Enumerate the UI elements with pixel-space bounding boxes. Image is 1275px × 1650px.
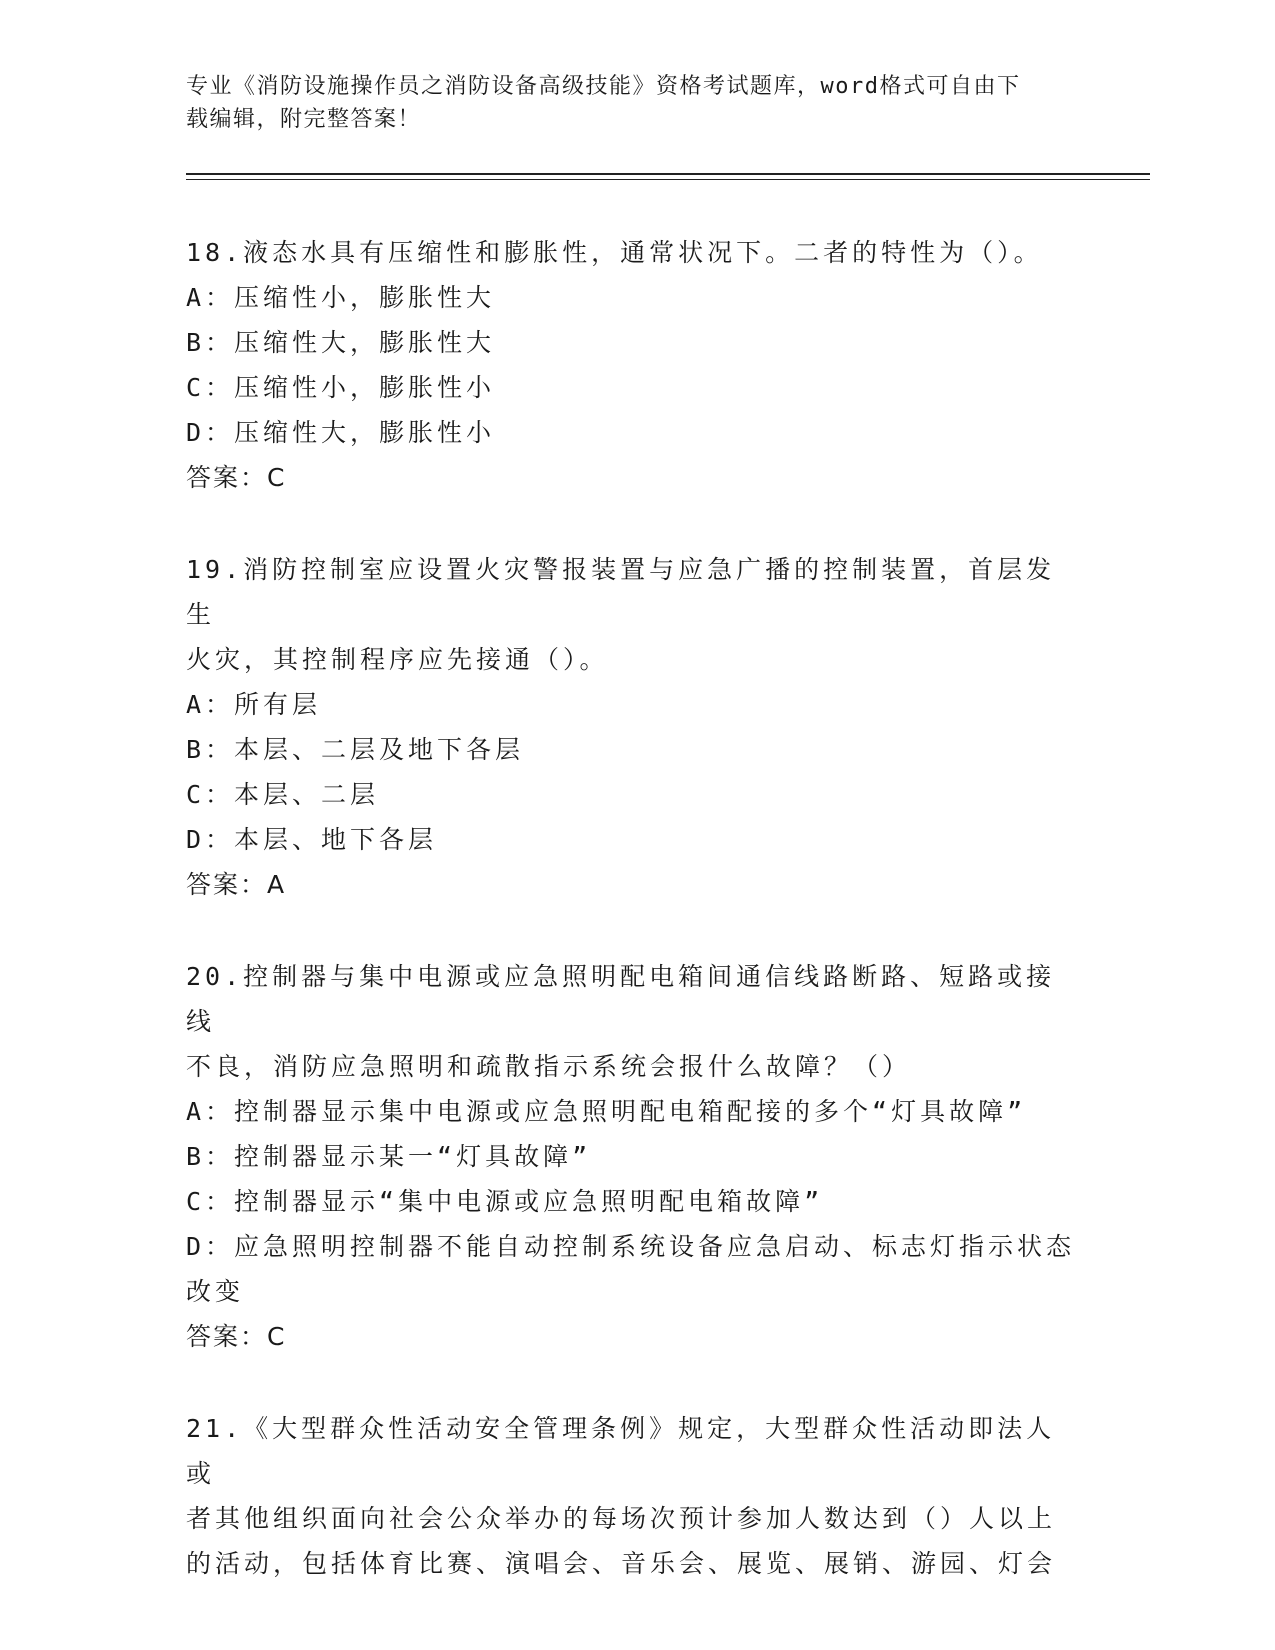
option-d: 改变 [186, 1277, 245, 1306]
document-header [186, 70, 1066, 136]
option-b: B：本层、二层及地下各层 [186, 735, 525, 764]
option-a: A：压缩性小，膨胀性大 [186, 283, 496, 312]
question-stem: 20.控制器与集中电源或应急照明配电箱间通信线路断路、短路或接线 [186, 962, 1056, 1036]
option-a: A：所有层 [186, 690, 322, 719]
option-b: B：控制器显示某一“灯具故障” [186, 1142, 592, 1171]
question-stem: 21.《大型群众性活动安全管理条例》规定，大型群众性活动即法人或 [186, 1414, 1056, 1488]
question-stem: 者其他组织面向社会公众举办的每场次预计参加人数达到（）人以上 [186, 1504, 1057, 1533]
question-list [186, 230, 1076, 1586]
question-block [186, 230, 1076, 500]
option-c: C：压缩性小，膨胀性小 [186, 373, 496, 402]
header-line-1: 专业《消防设施操作员之消防设备高级技能》资格考试题库，word格式可自由下 [186, 74, 1021, 99]
option-d: D：本层、地下各层 [186, 825, 438, 854]
answer-label: 答案：C [186, 1322, 287, 1351]
question-block [186, 954, 1076, 1359]
question-stem: 不良，消防应急照明和疏散指示系统会报什么故障？（） [186, 1052, 912, 1081]
question-stem: 18.液态水具有压缩性和膨胀性，通常状况下。二者的特性为（）。 [186, 238, 1043, 267]
option-c: C：本层、二层 [186, 780, 380, 809]
option-c: C：控制器显示“集中电源或应急照明配电箱故障” [186, 1187, 824, 1216]
question-block [186, 1406, 1076, 1586]
answer-label: 答案：A [186, 870, 287, 899]
header-divider-thick [186, 173, 1150, 175]
option-a: A：控制器显示集中电源或应急照明配电箱配接的多个“灯具故障” [186, 1097, 1027, 1126]
question-block [186, 547, 1076, 907]
question-stem: 的活动，包括体育比赛、演唱会、音乐会、展览、展销、游园、灯会 [186, 1549, 1057, 1578]
answer-label: 答案：C [186, 463, 287, 492]
header-line-2: 载编辑，附完整答案！ [186, 107, 422, 132]
option-d: D：应急照明控制器不能自动控制系统设备应急启动、标志灯指示状态 [186, 1232, 1076, 1261]
question-stem: 19.消防控制室应设置火灾警报装置与应急广播的控制装置，首层发生 [186, 555, 1056, 629]
header-divider-thin [186, 179, 1150, 180]
question-stem: 火灾，其控制程序应先接通（）。 [186, 645, 609, 674]
option-d: D：压缩性大，膨胀性小 [186, 418, 496, 447]
option-b: B：压缩性大，膨胀性大 [186, 328, 496, 357]
